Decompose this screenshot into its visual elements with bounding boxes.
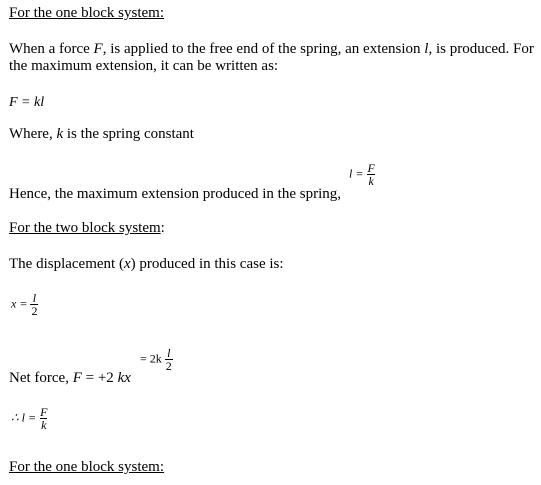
- equation-therefore-l: [11, 406, 48, 431]
- intro-text-3: , is produced. For the maximum extension, it can be written as:: [9, 41, 534, 74]
- net-text-1: Net force,: [9, 370, 73, 386]
- displacement-text: [9, 256, 284, 273]
- net-force-text: [9, 370, 131, 387]
- equation-f-kl: F = kl: [9, 95, 45, 110]
- heading-two-block-colon: :: [160, 220, 165, 236]
- equation-2k-l-over-2: [140, 347, 173, 372]
- eq3-numerator: l: [32, 291, 37, 305]
- eq4-numerator: l: [167, 346, 171, 360]
- where-text-2: is the spring constant: [63, 126, 194, 142]
- where-text: [9, 126, 194, 143]
- heading-two-block: [9, 220, 165, 237]
- hence-text: Hence, the maximum extension produced in the spring,: [9, 186, 341, 202]
- eq5-lhs: ∴ l =: [11, 410, 37, 425]
- eq3-lhs: x =: [11, 296, 28, 311]
- eq5-numerator: F: [40, 405, 48, 419]
- eq5-fraction: [39, 406, 48, 431]
- disp-var-x: x: [123, 256, 131, 272]
- disp-text-2: ) produced in this case is:: [130, 256, 284, 272]
- net-var-kx: kx: [117, 370, 131, 386]
- heading-two-block-text: For the two block system: [9, 220, 161, 236]
- eq2-numerator: F: [367, 161, 375, 175]
- net-var-f: F: [72, 370, 82, 386]
- where-text-1: Where,: [9, 126, 57, 142]
- heading-one-block-repeat: For the one block system:: [9, 459, 164, 475]
- eq2-fraction: [366, 162, 375, 187]
- intro-paragraph: [9, 41, 537, 75]
- equation-x-l-over-2: [11, 292, 38, 317]
- eq3-fraction: [30, 292, 38, 317]
- eq5-denominator: k: [41, 418, 47, 432]
- eq4-fraction: [165, 347, 173, 372]
- net-text-2: = +2: [81, 370, 118, 386]
- intro-var-l: l: [424, 41, 429, 57]
- eq4-lhs: = 2k: [140, 351, 162, 366]
- intro-text-2: , is applied to the free end of the spring, an extension: [102, 41, 425, 57]
- eq2-denominator: k: [368, 174, 374, 188]
- eq3-denominator: 2: [31, 304, 38, 318]
- disp-text-1: The displacement (: [9, 256, 124, 272]
- intro-var-f: F: [93, 41, 103, 57]
- heading-one-block: For the one block system:: [9, 5, 164, 21]
- eq4-denominator: 2: [165, 359, 172, 373]
- eq2-lhs: l =: [349, 166, 364, 181]
- equation-l-f-over-k: [349, 162, 376, 187]
- where-var-k: k: [56, 126, 64, 142]
- intro-text-1: When a force: [9, 41, 94, 57]
